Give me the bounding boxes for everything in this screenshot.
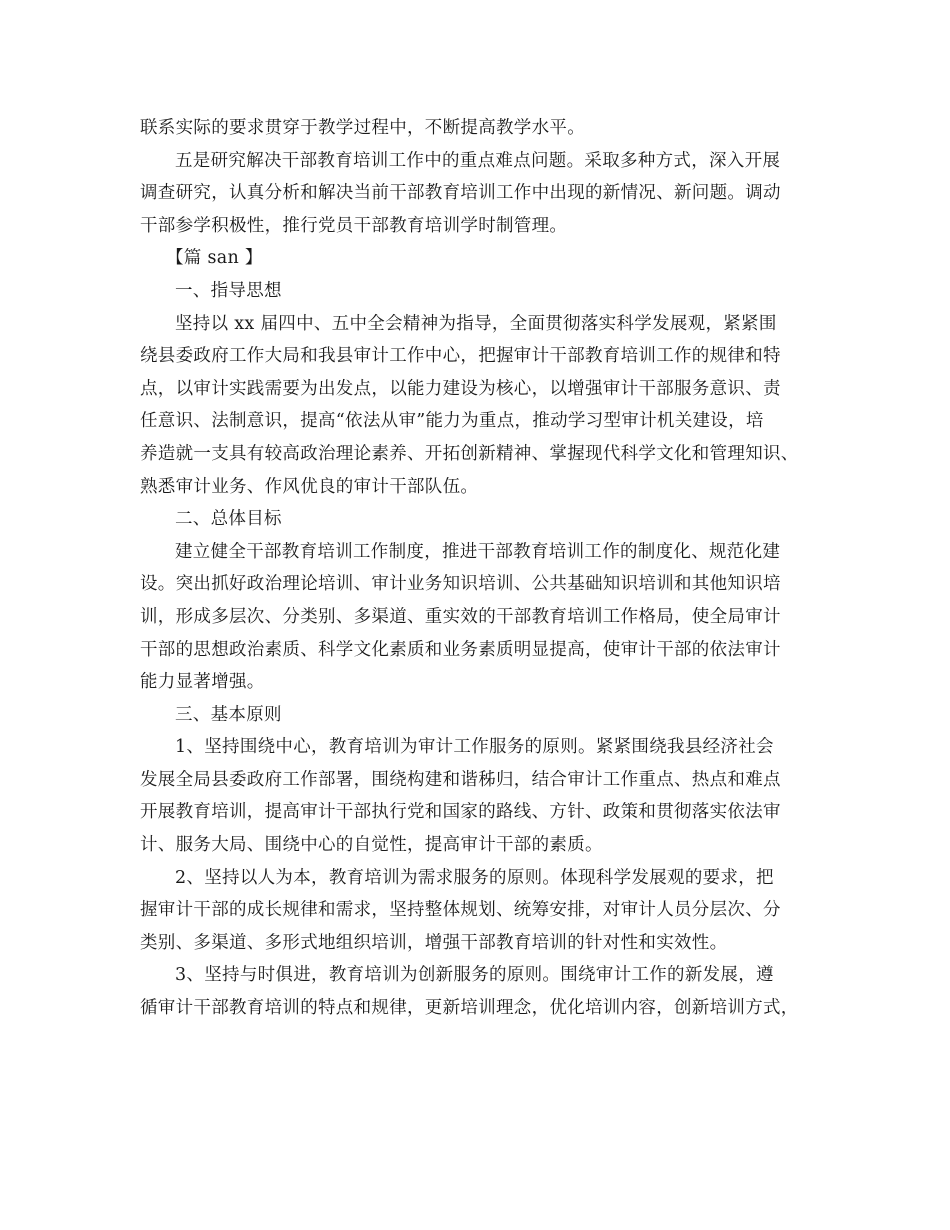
paragraph-line: 点，以审计实践需要为出发点，以能力建设为核心，以增强审计干部服务意识、责 [140, 378, 781, 399]
paragraph-line: 养造就一支具有较高政治理论素养、开拓创新精神、掌握现代科学文化和管理知识、 [140, 443, 799, 464]
paragraph-line: 建立健全干部教育培训工作制度，推进干部教育培训工作的制度化、规范化建 [175, 541, 781, 562]
paragraph-line: 类别、多渠道、多形式地组织培训，增强干部教育培训的针对性和实效性。 [140, 932, 728, 953]
paragraph-line: 绕县委政府工作大局和我县审计工作中心，把握审计干部教育培训工作的规律和特 [140, 346, 781, 367]
subsection-heading: 一、指导思想 [175, 280, 282, 301]
paragraph-line: 熟悉审计业务、作风优良的审计干部队伍。 [140, 476, 479, 497]
paragraph-line: 五是研究解决干部教育培训工作中的重点难点问题。采取多种方式，深入开展 [175, 150, 781, 171]
paragraph-line: 计、服务大局、围绕中心的自觉性，提高审计干部的素质。 [140, 835, 603, 856]
paragraph-line: 联系实际的要求贯穿于教学过程中，不断提高教学水平。 [140, 118, 585, 138]
section-heading: 【篇 san 】 [166, 248, 263, 269]
paragraph-line: 任意识、法制意识，提高“依法从审”能力为重点，推动学习型审计机关建设，培 [140, 411, 764, 432]
paragraph-line: 干部的思想政治素质、科学文化素质和业务素质明显提高，使审计干部的依法审计 [140, 639, 781, 660]
paragraph-line: 干部参学积极性，推行党员干部教育培训学时制管理。 [140, 215, 568, 236]
paragraph-line: 循审计干部教育培训的特点和规律，更新培训理念，优化培训内容，创新培训方式， [140, 998, 799, 1019]
paragraph-line: 坚持以 xx 届四中、五中全会精神为指导，全面贯彻落实科学发展观，紧紧围 [175, 313, 777, 334]
paragraph-line: 1、坚持围绕中心，教育培训为审计工作服务的原则。紧紧围绕我县经济社会 [175, 737, 774, 758]
paragraph-line: 开展教育培训，提高审计干部执行党和国家的路线、方针、政策和贯彻落实依法审 [140, 802, 781, 823]
paragraph-line: 发展全局县委政府工作部署，围绕构建和谐秭归，结合审计工作重点、热点和难点 [140, 769, 781, 790]
paragraph-line: 2、坚持以人为本，教育培训为需求服务的原则。体现科学发展观的要求，把 [175, 867, 774, 888]
paragraph-line: 设。突出抓好政治理论培训、审计业务知识培训、公共基础知识培训和其他知识培 [140, 574, 781, 595]
document-body [140, 112, 830, 1025]
subsection-heading: 三、基本原则 [175, 704, 282, 725]
paragraph-line: 握审计干部的成长规律和需求，坚持整体规划、统筹安排，对审计人员分层次、分 [140, 900, 781, 921]
paragraph-line: 3、坚持与时俱进，教育培训为创新服务的原则。围绕审计工作的新发展，遵 [175, 965, 774, 986]
subsection-heading: 二、总体目标 [175, 509, 282, 530]
paragraph-line: 调查研究，认真分析和解决当前干部教育培训工作中出现的新情况、新问题。调动 [140, 183, 781, 204]
paragraph-line: 能力显著增强。 [140, 672, 265, 693]
paragraph-line: 训，形成多层次、分类别、多渠道、重实效的干部教育培训工作格局，使全局审计 [140, 606, 781, 627]
